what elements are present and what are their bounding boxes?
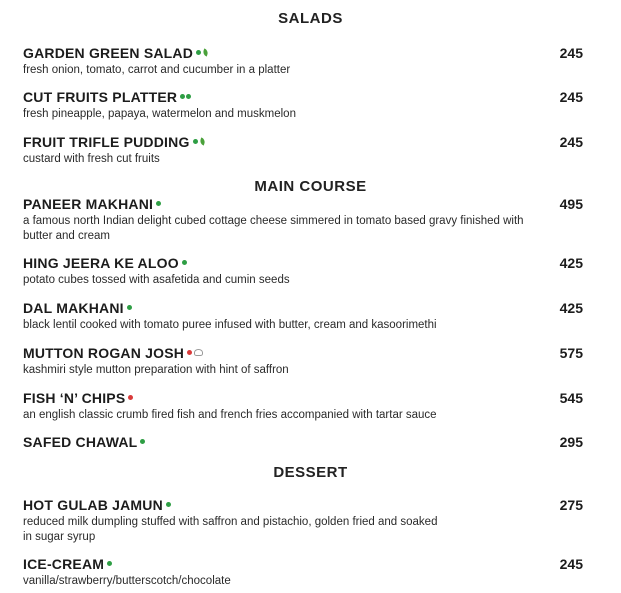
menu-item	[23, 255, 583, 288]
veg-dot-icon	[166, 502, 171, 507]
item-price: 545	[559, 390, 583, 406]
item-description: a famous north Indian delight cubed cottage cheese simmered in tomato based gravy finished with butter and cream	[23, 215, 524, 242]
menu-item	[23, 134, 583, 167]
veg-dot-icon	[193, 139, 198, 144]
item-description: fresh onion, tomato, carrot and cucumber in a platter	[23, 64, 291, 76]
item-description: an english classic crumb fired fish and french fries accompanied with tartar sauce	[23, 409, 437, 421]
section-title-salads: SALADS	[278, 10, 343, 27]
item-price: 275	[559, 497, 583, 513]
item-name: CUT FRUITS PLATTER	[23, 89, 178, 105]
item-name: SAFED CHAWAL	[23, 434, 138, 450]
item-price: 575	[559, 345, 583, 361]
item-description: vanilla/strawberry/butterscotch/chocolate	[23, 575, 231, 587]
item-name: HOT GULAB JAMUN	[23, 497, 163, 513]
item-price: 245	[559, 89, 583, 105]
item-price: 425	[559, 255, 583, 271]
section-title-main-course: MAIN COURSE	[254, 178, 367, 195]
menu-item	[23, 300, 583, 333]
item-price: 245	[559, 556, 583, 572]
item-name: PANEER MAKHANI	[23, 196, 154, 212]
item-description: fresh pineapple, papaya, watermelon and muskmelon	[23, 108, 296, 120]
leaf-icon	[199, 138, 206, 146]
item-name: GARDEN GREEN SALAD	[23, 45, 194, 61]
nonveg-dot-icon	[187, 350, 192, 355]
veg-dot-icon	[196, 50, 201, 55]
item-name: DAL MAKHANI	[23, 300, 124, 316]
item-name: MUTTON ROGAN JOSH	[23, 345, 185, 361]
section-title-dessert: DESSERT	[273, 464, 348, 481]
item-description: kashmiri style mutton preparation with hint of saffron	[23, 364, 289, 376]
chili-icon	[194, 349, 203, 356]
menu-item	[23, 434, 583, 452]
item-price: 495	[559, 196, 583, 212]
veg-dot-icon	[182, 260, 187, 265]
veg-dot-icon	[140, 439, 145, 444]
item-name: FRUIT TRIFLE PUDDING	[23, 134, 190, 150]
item-price: 245	[559, 134, 583, 150]
veg-dot-icon	[156, 201, 161, 206]
menu-item	[23, 345, 583, 378]
item-description: black lentil cooked with tomato puree infused with butter, cream and kasoorimethi	[23, 319, 437, 331]
menu-item	[23, 497, 583, 545]
veg-dot-icon	[186, 94, 191, 99]
menu-item	[23, 89, 583, 122]
veg-dot-icon	[180, 94, 185, 99]
item-price: 425	[559, 300, 583, 316]
item-description: reduced milk dumpling stuffed with saffron and pistachio, golden fried and soaked in sugar syrup	[23, 516, 438, 543]
menu-item	[23, 556, 583, 589]
nonveg-dot-icon	[128, 395, 133, 400]
item-name: FISH ‘N’ CHIPS	[23, 390, 126, 406]
item-description: custard with fresh cut fruits	[23, 153, 160, 165]
veg-dot-icon	[127, 305, 132, 310]
item-price: 295	[559, 434, 583, 450]
menu-item	[23, 196, 583, 244]
item-name: ICE-CREAM	[23, 556, 105, 572]
menu-item	[23, 390, 583, 423]
veg-dot-icon	[107, 561, 112, 566]
item-name: HING JEERA KE ALOO	[23, 255, 179, 271]
menu-item	[23, 45, 583, 78]
item-description: potato cubes tossed with asafetida and cumin seeds	[23, 274, 290, 286]
item-price: 245	[559, 45, 583, 61]
leaf-icon	[202, 49, 209, 57]
